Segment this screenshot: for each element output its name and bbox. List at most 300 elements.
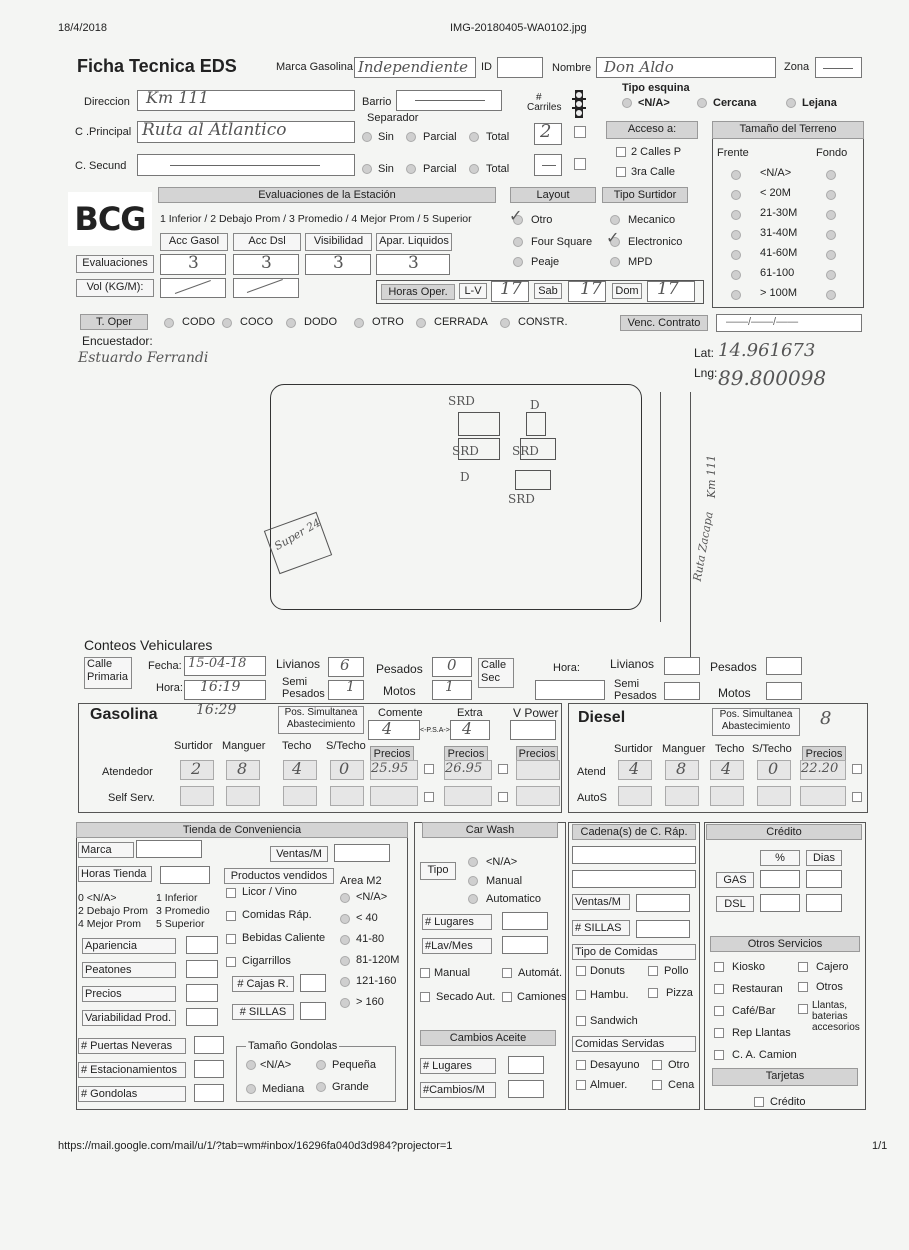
cw-manual-radio[interactable] <box>468 876 478 886</box>
eval-value-1: 3 <box>261 253 272 273</box>
apar-liquidos-header: Apar. Liquidos <box>376 233 452 251</box>
acceso-3ra-label: 3ra Calle <box>631 166 676 178</box>
sketch-pump-2 <box>526 412 546 436</box>
otros-left-checkbox-2[interactable] <box>714 1006 724 1016</box>
surt-mpd-radio[interactable] <box>610 257 620 267</box>
tienda-header: Tienda de Conveniencia <box>76 822 408 838</box>
eval-value-3: 3 <box>408 253 419 273</box>
pesados2-label: Pesados <box>710 660 757 674</box>
comida-donuts-checkbox[interactable] <box>576 966 586 976</box>
area-radio-4[interactable] <box>340 977 350 987</box>
gon-mediana-radio[interactable] <box>246 1084 256 1094</box>
eval-value-field-1[interactable] <box>233 254 299 275</box>
g-at-stecho[interactable]: 0 <box>330 760 364 780</box>
sketch-pump-1 <box>458 412 500 436</box>
fondo-radio-4[interactable] <box>826 250 836 260</box>
d-as-stecho[interactable] <box>757 786 791 806</box>
tarjetas-credito-label: Crédito <box>770 1096 806 1108</box>
marca-value: Independiente <box>358 58 469 76</box>
gon-pequena-radio[interactable] <box>316 1060 326 1070</box>
diesel-pos-value: 8 <box>820 708 832 729</box>
pesados-label: Pesados <box>376 662 423 676</box>
cw-secado-checkbox[interactable] <box>420 992 430 1002</box>
road-line-right <box>690 392 691 662</box>
prod-label-1: Comidas Ráp. <box>242 909 312 921</box>
cajero-checkbox[interactable] <box>798 962 808 972</box>
tamano-opt-0: <N/A> <box>760 167 792 179</box>
tamano-opt-4: 41-60M <box>760 247 798 259</box>
layout-peaje-label: Peaje <box>531 256 560 268</box>
gasolina-pos-sim: Pos. Simultanea Abastecimiento <box>278 706 364 734</box>
g-techo-header: Techo <box>282 740 312 752</box>
direccion-value: Km 111 <box>146 88 209 107</box>
motos-value: 1 <box>445 679 454 695</box>
layout-four-label: Four Square <box>531 236 593 248</box>
gon-grande-radio[interactable] <box>316 1082 326 1092</box>
sep-total-label: Total <box>486 131 510 143</box>
cw-camiones-checkbox[interactable] <box>502 992 512 1002</box>
cambios-m-label: #Cambios/M <box>420 1082 496 1098</box>
area-label-2: 41-80 <box>356 933 385 945</box>
livianos2-field[interactable] <box>664 657 700 675</box>
tamano-group <box>712 138 864 308</box>
prod-label-0: Licor / Vino <box>242 886 297 898</box>
g-at-manguer[interactable]: 8 <box>226 760 260 780</box>
cw-na-radio[interactable] <box>468 857 478 867</box>
cw-na-label: <N/A> <box>486 856 518 868</box>
gon-na-label: <N/A> <box>260 1059 292 1071</box>
traffic-light-icon <box>572 90 586 118</box>
dom-value: 17 <box>657 279 679 299</box>
csecund-label: C. Secund <box>75 160 127 172</box>
tipo-esquina-label: Tipo esquina <box>622 82 690 94</box>
sep-total-radio[interactable] <box>469 132 479 142</box>
otros-left-checkbox-4[interactable] <box>714 1050 724 1060</box>
g-at-surtidor[interactable]: 2 <box>180 760 214 780</box>
sep2-parcial-radio[interactable] <box>406 164 416 174</box>
carwash-header: Car Wash <box>422 822 558 838</box>
scale-3: 3 Promedio <box>156 905 210 917</box>
credito-gas-pct[interactable] <box>760 870 800 888</box>
cw-lav-label: #Lav/Mes <box>422 938 492 954</box>
motos2-field[interactable] <box>766 682 802 700</box>
credito-header: Crédito <box>706 824 862 840</box>
g-price2-checkbox[interactable] <box>498 764 508 774</box>
sketch-d-top: D <box>530 398 540 412</box>
sep2-sin-radio[interactable] <box>362 164 372 174</box>
tamano-header: Tamaño del Terreno <box>712 121 864 139</box>
fondo-radio-0[interactable] <box>826 170 836 180</box>
sep-sin-label: Sin <box>378 131 394 143</box>
credito-pct-header: % <box>760 850 800 866</box>
llantas-checkbox[interactable] <box>798 1004 808 1014</box>
area-label-4: 121-160 <box>356 975 397 987</box>
cw-camiones-label: Camiones <box>517 991 567 1003</box>
g-ss-price2[interactable] <box>444 786 492 806</box>
d-manguer-header: Manguer <box>662 743 706 755</box>
carriles2-checkbox[interactable] <box>574 158 586 170</box>
id-label: ID <box>481 61 492 73</box>
frente-radio-0[interactable] <box>731 170 741 180</box>
otro-checkbox[interactable] <box>652 1060 662 1070</box>
g-ss-price1[interactable] <box>370 786 418 806</box>
carriles-checkbox[interactable] <box>574 126 586 138</box>
tam-gondolas-label: Tamaño Gondolas <box>248 1040 338 1052</box>
cambios-lugares-field[interactable] <box>508 1056 544 1074</box>
frente-radio-5[interactable] <box>731 270 741 280</box>
marca-label: Marca Gasolina <box>276 61 354 73</box>
comente-field[interactable] <box>368 720 420 740</box>
t-oper-radio-2[interactable] <box>286 318 296 328</box>
t-oper-opt-4: CERRADA <box>434 316 488 328</box>
comida-hambu-checkbox[interactable] <box>576 990 586 1000</box>
d-as-techo[interactable] <box>710 786 744 806</box>
fecha-value: 15-04-18 <box>188 656 247 671</box>
cena-checkbox[interactable] <box>652 1080 662 1090</box>
d-surtidor-header: Surtidor <box>614 743 653 755</box>
cajas-field[interactable] <box>300 974 326 992</box>
cw-lav-field[interactable] <box>502 936 548 954</box>
sketch-km: Km 111 <box>705 454 719 499</box>
encuestador-label: Encuestador: <box>82 334 153 348</box>
dom-label: Dom <box>612 283 642 299</box>
hora2-field[interactable] <box>535 680 605 700</box>
self-serv-label: Self Serv. <box>108 792 155 804</box>
semi2-label: Semi Pesados <box>614 678 657 702</box>
tienda-sillas-label: # SILLAS <box>232 1004 294 1020</box>
semi2-field[interactable] <box>664 682 700 700</box>
tienda-count-field-0[interactable] <box>194 1036 224 1054</box>
comidas-servidas-header: Comidas Servidas <box>572 1036 696 1052</box>
nombre-label: Nombre <box>552 62 592 74</box>
carriles-hash: # <box>536 92 542 103</box>
credito-dsl-dias[interactable] <box>806 894 842 912</box>
cw-lugares-field[interactable] <box>502 912 548 930</box>
vol-label: Vol (KG/M): <box>76 279 154 297</box>
otros-left-checkbox-1[interactable] <box>714 984 724 994</box>
credito-dias-header: Dias <box>806 850 842 866</box>
cw-manual2-label: Manual <box>434 967 471 979</box>
tienda-horas-field[interactable] <box>160 866 210 884</box>
barrio-label: Barrio <box>362 96 392 108</box>
prod-checkbox-3[interactable] <box>226 957 236 967</box>
comida-pollo-checkbox[interactable] <box>648 966 658 976</box>
tienda-eval-field-3[interactable] <box>186 1008 218 1026</box>
lng-label: Lng: <box>694 366 718 380</box>
g-ss-techo[interactable] <box>283 786 317 806</box>
sep2-total-radio[interactable] <box>469 164 479 174</box>
esquina-lejana-radio[interactable] <box>786 98 796 108</box>
d-at-price[interactable]: 22.20 <box>800 760 846 780</box>
comida-hambu-label: Hambu. <box>590 989 629 1001</box>
d-atend-label: Atend <box>577 766 606 778</box>
t-oper-radio-3[interactable] <box>354 318 364 328</box>
hora2-label: Hora: <box>553 662 580 674</box>
frente-radio-4[interactable] <box>731 250 741 260</box>
sketch-srd-top: SRD <box>448 394 475 408</box>
vol-gasol-field[interactable] <box>160 278 226 298</box>
esquina-na-radio[interactable] <box>622 98 632 108</box>
tamano-opt-1: < 20M <box>760 187 791 199</box>
cadena-field-2[interactable] <box>572 870 696 888</box>
livianos-value: 6 <box>340 656 350 674</box>
acceso-3ra-checkbox[interactable] <box>616 167 626 177</box>
d-as-checkbox[interactable] <box>852 792 862 802</box>
area-label-0: <N/A> <box>356 891 388 903</box>
id-field[interactable] <box>497 57 543 78</box>
fondo-radio-1[interactable] <box>826 190 836 200</box>
tienda-count-field-1[interactable] <box>194 1060 224 1078</box>
conteos-title: Conteos Vehiculares <box>84 637 213 653</box>
g-ss1-checkbox[interactable] <box>424 792 434 802</box>
tienda-count-label-2: # Gondolas <box>78 1086 186 1102</box>
lat-label: Lat: <box>694 346 715 360</box>
t-oper-radio-0[interactable] <box>164 318 174 328</box>
tienda-horas-label: Horas Tienda <box>78 866 152 882</box>
diesel-title: Diesel <box>578 709 626 726</box>
sab-value: 17 <box>580 279 602 299</box>
g-ss-surtidor[interactable] <box>180 786 214 806</box>
motos-label: Motos <box>383 684 416 698</box>
otros-left-label-4: C. A. Camion <box>732 1049 797 1061</box>
tienda-count-label-1: # Estacionamientos <box>78 1062 186 1078</box>
visibilidad-header: Visibilidad <box>305 233 372 251</box>
otro-label: Otro <box>668 1059 690 1071</box>
cw-automat-label: Automát. <box>518 967 563 979</box>
t-oper-opt-1: COCO <box>240 316 273 328</box>
g-stecho-header: S/Techo <box>326 740 366 752</box>
esquina-lejana-label: Lejana <box>802 97 837 109</box>
motos2-label: Motos <box>718 686 751 700</box>
area-radio-3[interactable] <box>340 956 350 966</box>
otros-left-label-0: Kiosko <box>732 961 766 973</box>
gon-mediana-label: Mediana <box>262 1083 305 1095</box>
g-precios3-header: Precios <box>516 746 558 762</box>
gasolina-time: 16:29 <box>196 702 237 718</box>
g-ss2-checkbox[interactable] <box>498 792 508 802</box>
prod-checkbox-1[interactable] <box>226 911 236 921</box>
tipo-comidas-header: Tipo de Comidas <box>572 944 696 960</box>
eval-value-field-2[interactable] <box>305 254 371 275</box>
vol-dsl-field[interactable] <box>233 278 299 298</box>
encuestador-value: Estuardo Ferrandi <box>78 350 209 366</box>
esquina-na-label: <N/A> <box>638 97 670 109</box>
cw-auto-radio[interactable] <box>468 894 478 904</box>
sketch-road: Ruta Zacapa <box>690 510 716 583</box>
comida-sandwich-checkbox[interactable] <box>576 1016 586 1026</box>
acceso-2calles-checkbox[interactable] <box>616 147 626 157</box>
hora-label: Hora: <box>156 682 183 694</box>
diesel-pos-sim: Pos. Simultanea Abastecimiento <box>712 708 800 736</box>
frente-radio-2[interactable] <box>731 210 741 220</box>
almuer-label: Almuer. <box>590 1079 628 1091</box>
eval-value-field-3[interactable] <box>376 254 450 275</box>
otros-left-checkbox-3[interactable] <box>714 1028 724 1038</box>
almuer-checkbox[interactable] <box>576 1080 586 1090</box>
t-oper-radio-4[interactable] <box>416 318 426 328</box>
d-at-manguer[interactable]: 8 <box>665 760 699 780</box>
esquina-cercana-label: Cercana <box>713 97 757 109</box>
frente-radio-6[interactable] <box>731 290 741 300</box>
t-oper-radio-1[interactable] <box>222 318 232 328</box>
layout-four-radio[interactable] <box>513 237 523 247</box>
frente-radio-1[interactable] <box>731 190 741 200</box>
prod-label-2: Bebidas Caliente <box>242 932 326 944</box>
surt-electronico-check-icon: ✓ <box>606 230 620 247</box>
fondo-radio-6[interactable] <box>826 290 836 300</box>
tienda-marca-field[interactable] <box>136 840 202 858</box>
area-radio-2[interactable] <box>340 935 350 945</box>
g-precios2-header: Precios <box>444 746 488 762</box>
sketch-area <box>270 384 642 610</box>
g-ss-price3[interactable] <box>516 786 560 806</box>
otros-left-checkbox-0[interactable] <box>714 962 724 972</box>
g-at-techo[interactable]: 4 <box>283 760 317 780</box>
carriles-value: 2 <box>540 121 552 142</box>
atendedor-label: Atendedor <box>102 766 153 778</box>
credito-dsl-pct[interactable] <box>760 894 800 912</box>
layout-peaje-radio[interactable] <box>513 257 523 267</box>
comida-pollo-label: Pollo <box>664 965 689 977</box>
g-ss-manguer[interactable] <box>226 786 260 806</box>
eval-value-field-0[interactable] <box>160 254 226 275</box>
otros-label: Otros <box>816 981 843 993</box>
sketch-super: Super 24 <box>272 516 323 553</box>
gon-na-radio[interactable] <box>246 1060 256 1070</box>
g-at-price1[interactable]: 25.95 <box>370 760 418 780</box>
g-at-price3[interactable] <box>516 760 560 780</box>
fondo-radio-5[interactable] <box>826 270 836 280</box>
esquina-cercana-radio[interactable] <box>697 98 707 108</box>
eval-value-2: 3 <box>333 253 344 273</box>
fondo-radio-3[interactable] <box>826 230 836 240</box>
tienda-eval-field-1[interactable] <box>186 960 218 978</box>
surt-mecanico-radio[interactable] <box>610 215 620 225</box>
tamano-opt-6: > 100M <box>760 287 797 299</box>
d-price-checkbox[interactable] <box>852 764 862 774</box>
cambios-m-field[interactable] <box>508 1080 544 1098</box>
tienda-eval-label-3: Variabilidad Prod. <box>82 1010 176 1026</box>
print-url[interactable]: https://mail.google.com/mail/u/1/?tab=wm#inbox/16296fa040d3d984?projector=1 <box>58 1140 453 1152</box>
area-radio-5[interactable] <box>340 998 350 1008</box>
d-as-manguer[interactable] <box>665 786 699 806</box>
sep-parcial-label: Parcial <box>423 131 457 143</box>
comida-sandwich-label: Sandwich <box>590 1015 638 1027</box>
sep-parcial-radio[interactable] <box>406 132 416 142</box>
extra-label: Extra <box>457 707 483 719</box>
otros-servicios-header: Otros Servicios <box>710 936 860 952</box>
sep2-parcial-label: Parcial <box>423 163 457 175</box>
credito-gas-dias[interactable] <box>806 870 842 888</box>
lv-label: L-V <box>459 283 487 299</box>
prod-checkbox-2[interactable] <box>226 934 236 944</box>
tienda-count-field-2[interactable] <box>194 1084 224 1102</box>
d-at-techo[interactable]: 4 <box>710 760 744 780</box>
prod-checkbox-0[interactable] <box>226 888 236 898</box>
tamano-opt-5: 61-100 <box>760 267 795 279</box>
d-as-price[interactable] <box>800 786 846 806</box>
area-header: Area M2 <box>340 875 382 887</box>
scale-5: 5 Superior <box>156 918 205 930</box>
d-stecho-header: S/Techo <box>752 743 792 755</box>
cadena-ventas-label: Ventas/M <box>572 894 630 910</box>
desayuno-checkbox[interactable] <box>576 1060 586 1070</box>
bcg-logo: BCG <box>68 192 152 246</box>
t-oper-label: T. Oper <box>80 314 148 330</box>
comida-pizza-checkbox[interactable] <box>648 988 658 998</box>
cadena-sillas-label: # SILLAS <box>572 920 630 936</box>
cw-auto-label: Automatico <box>486 893 542 905</box>
scale-2: 2 Debajo Prom <box>78 905 149 917</box>
area-radio-1[interactable] <box>340 914 350 924</box>
cw-automat-checkbox[interactable] <box>502 968 512 978</box>
g-at-price2[interactable]: 26.95 <box>444 760 492 780</box>
road-line-left <box>660 392 661 622</box>
g-ss-stecho[interactable] <box>330 786 364 806</box>
cw-manual-label: Manual <box>486 875 523 887</box>
tarjetas-header: Tarjetas <box>712 1068 858 1086</box>
g-price1-checkbox[interactable] <box>424 764 434 774</box>
t-oper-opt-2: DODO <box>304 316 337 328</box>
g-precios1-header: Precios <box>370 746 414 762</box>
comida-pizza-label: Pizza <box>666 987 693 999</box>
tienda-ventas-field[interactable] <box>334 844 390 862</box>
vpower-field[interactable] <box>510 720 556 740</box>
otros-checkbox[interactable] <box>798 982 808 992</box>
cadena-sillas-field[interactable] <box>636 920 690 938</box>
carriles-label: Carriles <box>527 102 562 113</box>
frente-radio-3[interactable] <box>731 230 741 240</box>
layout-otro-label: Otro <box>531 214 553 226</box>
d-at-surtidor[interactable]: 4 <box>618 760 652 780</box>
gon-grande-label: Grande <box>332 1081 369 1093</box>
area-radio-0[interactable] <box>340 893 350 903</box>
livianos2-label: Livianos <box>610 657 655 671</box>
venc-placeholder: ——/——/—— <box>726 316 799 328</box>
tienda-eval-label-0: Apariencia <box>82 938 176 954</box>
tienda-count-label-0: # Puertas Neveras <box>78 1038 186 1054</box>
fondo-radio-2[interactable] <box>826 210 836 220</box>
sep-sin-radio[interactable] <box>362 132 372 142</box>
frente-label: Frente <box>717 147 749 159</box>
semi-label: Semi Pesados <box>282 676 325 700</box>
cajas-label: # Cajas R. <box>232 976 294 992</box>
tienda-eval-field-2[interactable] <box>186 984 218 1002</box>
fondo-label: Fondo <box>816 147 848 159</box>
cadena-field-1[interactable] <box>572 846 696 864</box>
pesados2-field[interactable] <box>766 657 802 675</box>
surt-mpd-label: MPD <box>628 256 653 268</box>
sketch-srd-bottom: SRD <box>508 492 535 506</box>
surt-electronico-label: Electronico <box>628 236 683 248</box>
tienda-sillas-field[interactable] <box>300 1002 326 1020</box>
t-oper-radio-5[interactable] <box>500 318 510 328</box>
cajero-label: Cajero <box>816 961 849 973</box>
acceso-2calles-label: 2 Calles P <box>631 146 682 158</box>
g-manguer-header: Manguer <box>222 740 266 752</box>
zona-dash <box>823 68 853 69</box>
sep2-sin-label: Sin <box>378 163 394 175</box>
psa-note: <-P.S.A-> <box>420 727 450 734</box>
cw-manual2-checkbox[interactable] <box>420 968 430 978</box>
d-as-surtidor[interactable] <box>618 786 652 806</box>
d-at-stecho[interactable]: 0 <box>757 760 791 780</box>
livianos-label: Livianos <box>276 657 321 671</box>
form-title: Ficha Tecnica EDS <box>77 56 237 76</box>
tarjetas-credito-checkbox[interactable] <box>754 1097 764 1107</box>
cadena-ventas-field[interactable] <box>636 894 690 912</box>
tienda-eval-field-0[interactable] <box>186 936 218 954</box>
